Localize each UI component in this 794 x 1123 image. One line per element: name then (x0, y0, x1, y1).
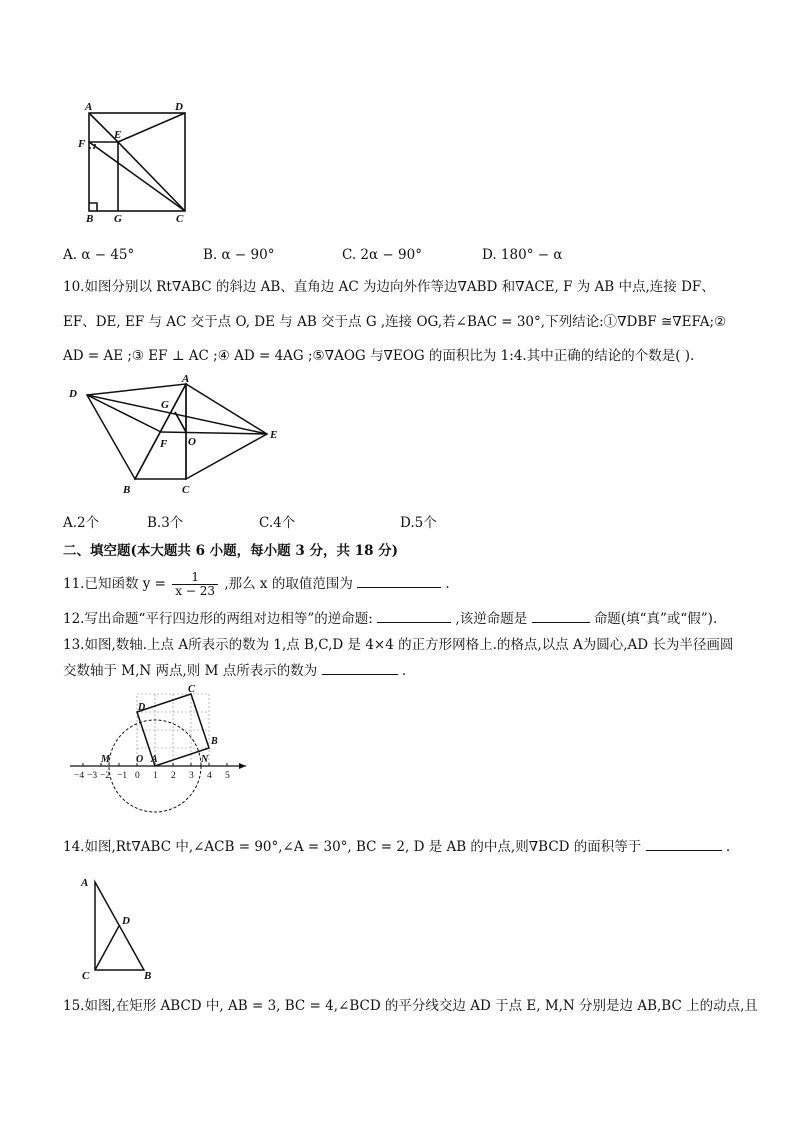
right-angle-b (89, 203, 97, 211)
q11-line (63, 566, 450, 602)
label-c: C (182, 484, 190, 496)
label-c: C (188, 684, 195, 695)
q11-prefix: 11.已知函数 y = (63, 576, 166, 592)
label-f: F (160, 438, 168, 450)
q11-fraction (172, 571, 218, 598)
grid-4x4 (137, 694, 209, 766)
q12-part-1: 12.写出命题“平行四边形的两组对边相等”的逆命题: (63, 611, 373, 627)
tick-label-neg3: −3 (87, 771, 98, 781)
q9-option-b: B. α − 90° (203, 247, 275, 263)
label-a: A (81, 877, 89, 889)
tick-label-5: 5 (225, 771, 230, 781)
q13-answer-blank[interactable] (322, 660, 398, 675)
q14-text: 14.如图,Rt∇ABC 中,∠ACB = 90°,∠A = 30°, BC = 2, D 是 AB 的中点,则∇BCD 的面积等于 (63, 839, 642, 855)
q11-fraction-denominator: x − 23 (175, 584, 216, 598)
q12-part-3: 命题(填“真”或“假”). (593, 611, 718, 627)
tick-label-neg4: −4 (74, 771, 85, 781)
q14-end: . (725, 839, 731, 855)
tick-label-neg1: −1 (117, 771, 128, 781)
q13-line-2-text: 交数轴于 M,N 两点,则 M 点所表示的数为 (63, 663, 318, 679)
segment-fc (89, 142, 185, 211)
tick-label-neg2: −2 (100, 771, 111, 781)
label-n: N (201, 754, 209, 765)
q10-line-1: 10.如图分别以 Rt∇ABC 的斜边 AB、直角边 AC 为边向外作等边∇ABD 和∇ACE, F 为 AB 中点,连接 DF、 (63, 279, 715, 295)
label-d: D (175, 101, 183, 113)
section-2-heading: 二、填空题(本大题共 6 小题，每小题 3 分，共 18 分) (63, 543, 399, 559)
q10-line-3: AD = AE ;③ EF ⊥ AC ;④ AD = 4AG ;⑤∇AOG 与∇EOG 的面积比为 1:4.其中正确的结论的个数是( ). (63, 348, 695, 364)
q14-line (63, 836, 730, 856)
q15-line: 15.如图,在矩形 ABCD 中, AB = 3, BC = 4,∠BCD 的平分线交边 AD 于点 E, M,N 分别是边 AB,BC 上的动点,且 (63, 998, 758, 1014)
q9-option-a: A. α − 45° (63, 247, 135, 263)
label-m: M (101, 754, 110, 765)
q10-line-2: EF、DE, EF 与 AC 交于点 O, DE 与 AB 交于点 G ,连接 OG,若∠BAC = 30°,下列结论:①∇DBF ≅∇EFA;② (63, 314, 727, 330)
q13-line-2 (63, 660, 406, 680)
label-b: B (144, 970, 152, 982)
segment-de (118, 113, 185, 142)
tick-label-0: 0 (135, 771, 140, 781)
label-o: O (136, 754, 144, 765)
number-line-arrow-icon (239, 763, 246, 769)
q13-end: . (401, 663, 407, 679)
label-g: G (161, 399, 169, 411)
label-d: D (69, 388, 77, 400)
q12-answer-blank-1[interactable] (377, 608, 451, 623)
q10-option-b: B.3个 (147, 515, 184, 531)
q12-answer-blank-2[interactable] (532, 608, 590, 623)
label-b: B (123, 484, 131, 496)
q12-line (63, 608, 717, 628)
q9-option-c: C. 2α − 90° (342, 247, 422, 263)
tick-label-4: 4 (207, 771, 212, 781)
label-d: D (122, 915, 130, 927)
q11-end: . (445, 576, 450, 592)
tick-label-3: 3 (189, 771, 194, 781)
q11-fraction-numerator: 1 (172, 571, 218, 585)
tick-label-2: 2 (171, 771, 176, 781)
q14-answer-blank[interactable] (646, 836, 722, 851)
label-g: G (114, 213, 122, 224)
segment-cd (95, 926, 119, 970)
label-b: B (211, 736, 218, 747)
label-d: D (138, 702, 146, 713)
label-a: A (151, 754, 158, 765)
q11-answer-blank[interactable] (357, 573, 441, 588)
q10-option-a: A.2个 (63, 515, 100, 531)
q13-line-1: 13.如图,数轴.上点 A所表示的数为 1,点 B,C,D 是 4×4 的正方形网格上.的格点,以点 A为圆心,AD 长为半径画圆 (63, 637, 734, 653)
q12-part-2: ,该逆命题是 (455, 611, 528, 627)
label-a: A (85, 101, 93, 113)
figure-q13-number-line (66, 684, 250, 814)
label-e: E (270, 429, 278, 441)
q10-option-d: D.5个 (400, 515, 437, 531)
figure-q10-triangles (60, 372, 290, 500)
label-c: C (176, 213, 184, 224)
figure-q14-triangle (78, 872, 160, 984)
figure-q9-square (74, 96, 196, 224)
q10-option-c: C.4个 (259, 515, 296, 531)
q11-suffix: ,那么 x 的取值范围为 (224, 576, 353, 592)
label-c: C (82, 970, 90, 982)
q9-option-d: D. 180° − α (482, 247, 563, 263)
label-b: B (86, 213, 94, 224)
label-f: F (78, 138, 86, 150)
segment-ec (118, 142, 185, 211)
label-o: O (188, 436, 196, 448)
label-e: E (114, 129, 122, 141)
label-a: A (182, 373, 190, 385)
tick-label-1: 1 (153, 771, 158, 781)
segment-fe (161, 432, 267, 434)
